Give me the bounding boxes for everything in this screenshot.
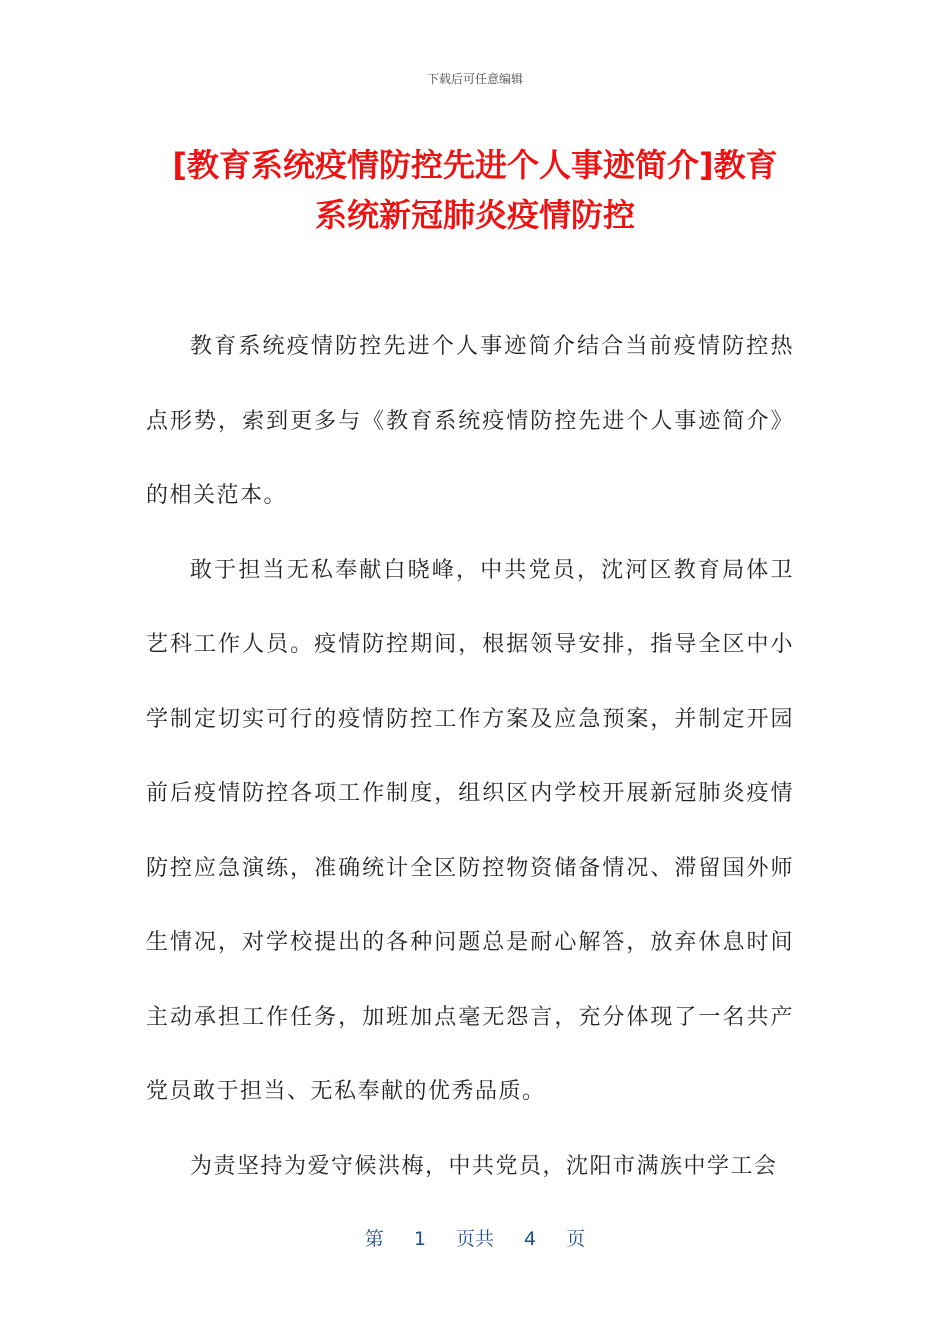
document-title-line-1: [教育系统疫情防控先进个人事迹简介]教育 xyxy=(172,146,778,184)
paragraph-3: 为责坚持为爱守候洪梅，中共党员，沈阳市满族中学工会 xyxy=(190,1153,778,1179)
document-title xyxy=(130,140,820,240)
document-body xyxy=(146,310,794,1204)
page-footer xyxy=(0,1224,950,1251)
paragraph-2: 敢于担当无私奉献白晓峰，中共党员，沈河区教育局体卫艺科工作人员。疫情防控期间，根据领导安排，指导全区中小学制定切实可行的疫情防控工作方案及应急预案，并制定开园前后疫情防控各项工作制度，组织区内学校开展新冠肺炎疫情防控应急演练，准确统计全区防控物资储备情况、滞留国外师生情况，对学校提出的各种问题总是耐心解答，放弃休息时间主动承担工作任务，加班加点毫无怨言，充分体现了一名共产党员敢于担当、无私奉献的优秀品质。 xyxy=(146,557,794,1104)
current-page-number: 1 xyxy=(413,1228,426,1250)
page-label-mid: 页共 xyxy=(455,1228,494,1250)
page-label-prefix: 第 xyxy=(364,1228,384,1250)
document-title-line-2: 系统新冠肺炎疫情防控 xyxy=(314,196,635,234)
header-note: 下载后可任意编辑 xyxy=(426,72,523,86)
page-label-suffix: 页 xyxy=(566,1228,586,1250)
total-page-number: 4 xyxy=(524,1228,537,1250)
paragraph-1: 教育系统疫情防控先进个人事迹简介结合当前疫情防控热点形势，索到更多与《教育系统疫情防控先进个人事迹简介》的相关范本。 xyxy=(146,334,794,508)
